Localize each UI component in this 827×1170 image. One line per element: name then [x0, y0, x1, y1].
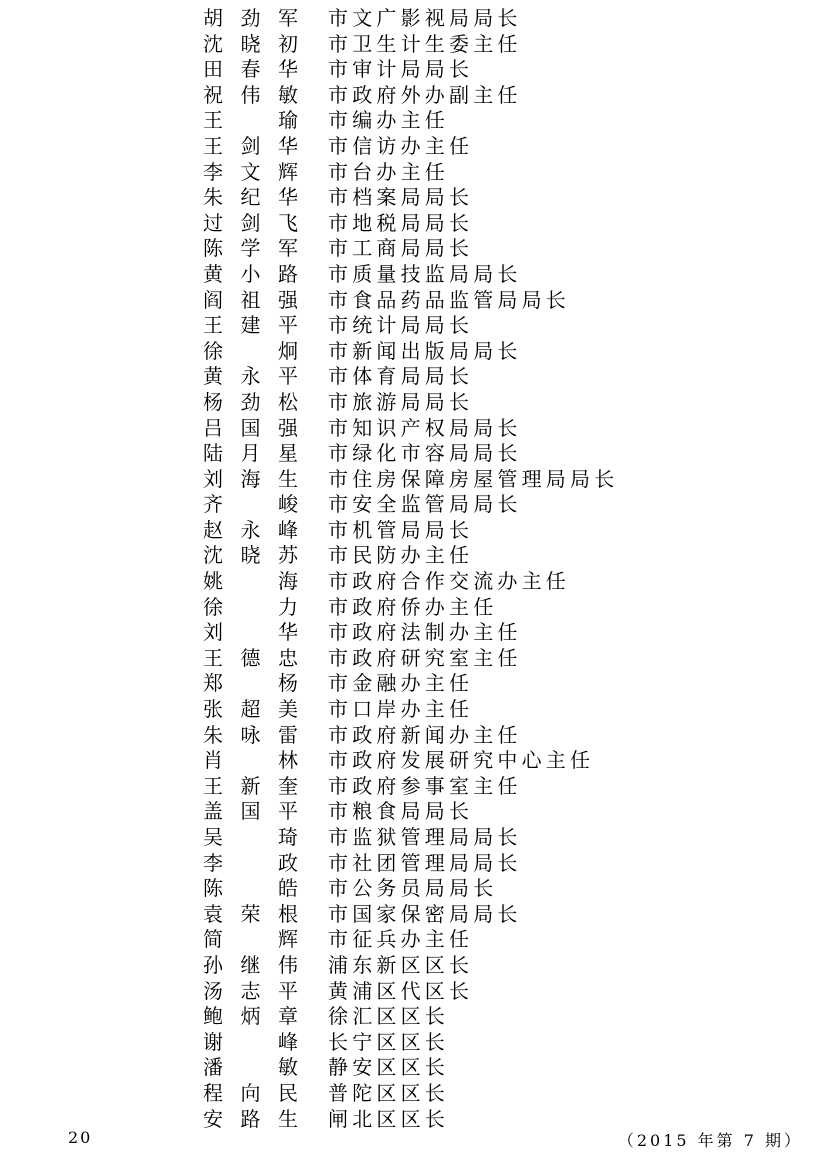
person-name: 阎祖强: [203, 287, 298, 312]
position-title: 市统计局局长: [328, 313, 474, 338]
person-name: 王 瑜: [203, 108, 298, 133]
position-title: 市安全监管局局长: [328, 492, 522, 517]
list-item: [0, 851, 827, 877]
position-title: 市食品药品监管局局长: [328, 287, 570, 312]
position-title: 黄浦区代区长: [328, 978, 474, 1003]
list-item: [0, 543, 827, 569]
person-name: 王德忠: [203, 645, 298, 670]
person-name: 孙继伟: [203, 952, 298, 977]
person-name: 杨劲松: [203, 389, 298, 414]
position-title: 市档案局局长: [328, 185, 474, 210]
position-title: 市粮食局局长: [328, 799, 474, 824]
appointment-list: [0, 6, 827, 1132]
person-name: 盖国平: [203, 799, 298, 824]
list-item: [0, 748, 827, 774]
list-item: [0, 288, 827, 314]
position-title: 普陀区区长: [328, 1080, 449, 1105]
person-name: 朱咏雷: [203, 722, 298, 747]
list-item: [0, 902, 827, 928]
position-title: 市监狱管理局局长: [328, 825, 522, 849]
position-title: 市政府外办副主任: [328, 82, 522, 107]
list-item: [0, 799, 827, 825]
person-name: 黄永平: [203, 364, 298, 389]
list-item: [0, 134, 827, 160]
issue-label: （2015 年第 7 期）: [617, 1131, 803, 1150]
person-name: 胡劲军: [203, 6, 298, 30]
person-name: 安路生: [203, 1106, 298, 1131]
position-title: 闸北区区长: [328, 1106, 449, 1131]
list-item: [0, 185, 827, 211]
person-name: 王剑华: [203, 133, 298, 158]
position-title: 市政府研究室主任: [328, 645, 522, 670]
list-item: [0, 671, 827, 697]
person-name: 王新奎: [203, 773, 298, 798]
position-title: 市金融办主任: [328, 671, 474, 696]
person-name: 刘海生: [203, 466, 298, 491]
person-name: 姚 海: [203, 569, 298, 594]
list-item: [0, 57, 827, 83]
person-name: 过剑飞: [203, 210, 298, 235]
person-name: 徐 力: [203, 594, 298, 619]
person-name: 李文辉: [203, 159, 298, 184]
person-name: 齐 峻: [203, 492, 298, 517]
person-name: 田春华: [203, 57, 298, 82]
person-name: 张超美: [203, 697, 298, 722]
person-name: 陈学军: [203, 236, 298, 261]
list-item: [0, 467, 827, 493]
list-item: [0, 569, 827, 595]
position-title: 市政府新闻办主任: [328, 722, 522, 747]
list-item: [0, 262, 827, 288]
person-name: 赵永峰: [203, 517, 298, 542]
position-title: 市机管局局长: [328, 517, 474, 542]
person-name: 徐 炯: [203, 338, 298, 363]
position-title: 市质量技监局局长: [328, 261, 522, 286]
list-item: [0, 416, 827, 442]
position-title: 市政府法制办主任: [328, 620, 522, 645]
position-title: 市口岸办主任: [328, 697, 474, 722]
person-name: 吕国强: [203, 415, 298, 440]
person-name: 沈晓苏: [203, 543, 298, 568]
list-item: [0, 979, 827, 1005]
person-name: 王建平: [203, 313, 298, 338]
list-item: [0, 32, 827, 58]
list-item: [0, 236, 827, 262]
person-name: 程向民: [203, 1080, 298, 1105]
list-item: [0, 1030, 827, 1056]
list-item: [0, 518, 827, 544]
list-item: [0, 441, 827, 467]
person-name: 吴 琦: [203, 825, 298, 849]
position-title: 市新闻出版局局长: [328, 338, 522, 363]
list-item: [0, 6, 827, 32]
person-name: 陆月星: [203, 441, 298, 466]
person-name: 汤志平: [203, 978, 298, 1003]
page-number: 20: [68, 1128, 93, 1147]
list-item: [0, 108, 827, 134]
position-title: 市卫生计生委主任: [328, 31, 522, 56]
person-name: 郑 杨: [203, 671, 298, 696]
position-title: 市工商局局长: [328, 236, 474, 261]
position-title: 市征兵办主任: [328, 927, 474, 952]
position-title: 浦东新区区长: [328, 952, 474, 977]
position-title: 市编办主任: [328, 108, 449, 133]
position-title: 市政府侨办主任: [328, 594, 498, 619]
person-name: 潘 敏: [203, 1055, 298, 1080]
position-title: 徐汇区区长: [328, 1004, 449, 1029]
position-title: 市文广影视局局长: [328, 6, 522, 30]
position-title: 市体育局局长: [328, 364, 474, 389]
position-title: 市公务员局局长: [328, 876, 498, 901]
position-title: 市政府发展研究中心主任: [328, 748, 595, 773]
position-title: 市政府参事室主任: [328, 773, 522, 798]
position-title: 市绿化市容局局长: [328, 441, 522, 466]
list-item: [0, 160, 827, 186]
position-title: 市旅游局局长: [328, 389, 474, 414]
list-item: [0, 390, 827, 416]
position-title: 市社团管理局局长: [328, 850, 522, 875]
position-title: 市信访办主任: [328, 133, 474, 158]
list-item: [0, 1055, 827, 1081]
person-name: 沈晓初: [203, 31, 298, 56]
position-title: 市国家保密局局长: [328, 901, 522, 926]
list-item: [0, 646, 827, 672]
person-name: 谢 峰: [203, 1029, 298, 1054]
position-title: 市地税局局长: [328, 210, 474, 235]
list-item: [0, 620, 827, 646]
position-title: 市知识产权局局长: [328, 415, 522, 440]
list-item: [0, 364, 827, 390]
position-title: 静安区区长: [328, 1055, 449, 1080]
list-item: [0, 876, 827, 902]
list-item: [0, 211, 827, 237]
position-title: 市政府合作交流办主任: [328, 569, 570, 594]
person-name: 朱纪华: [203, 185, 298, 210]
list-item: [0, 595, 827, 621]
position-title: 市台办主任: [328, 159, 449, 184]
person-name: 陈 皓: [203, 876, 298, 901]
person-name: 肖 林: [203, 748, 298, 773]
position-title: 市住房保障房屋管理局局长: [328, 466, 619, 491]
person-name: 祝伟敏: [203, 82, 298, 107]
list-item: [0, 953, 827, 979]
position-title: 市审计局局长: [328, 57, 474, 82]
position-title: 长宁区区长: [328, 1029, 449, 1054]
person-name: 刘 华: [203, 620, 298, 645]
list-item: [0, 723, 827, 749]
person-name: 李 政: [203, 850, 298, 875]
position-title: 市民防办主任: [328, 543, 474, 568]
list-item: [0, 774, 827, 800]
list-item: [0, 927, 827, 953]
list-item: [0, 339, 827, 365]
person-name: 袁荣根: [203, 901, 298, 926]
person-name: 鲍炳章: [203, 1004, 298, 1029]
person-name: 简 辉: [203, 927, 298, 952]
list-item: [0, 492, 827, 518]
list-item: [0, 1081, 827, 1107]
list-item: [0, 697, 827, 723]
person-name: 黄小路: [203, 261, 298, 286]
list-item: [0, 313, 827, 339]
list-item: [0, 825, 827, 851]
list-item: [0, 83, 827, 109]
list-item: [0, 1004, 827, 1030]
